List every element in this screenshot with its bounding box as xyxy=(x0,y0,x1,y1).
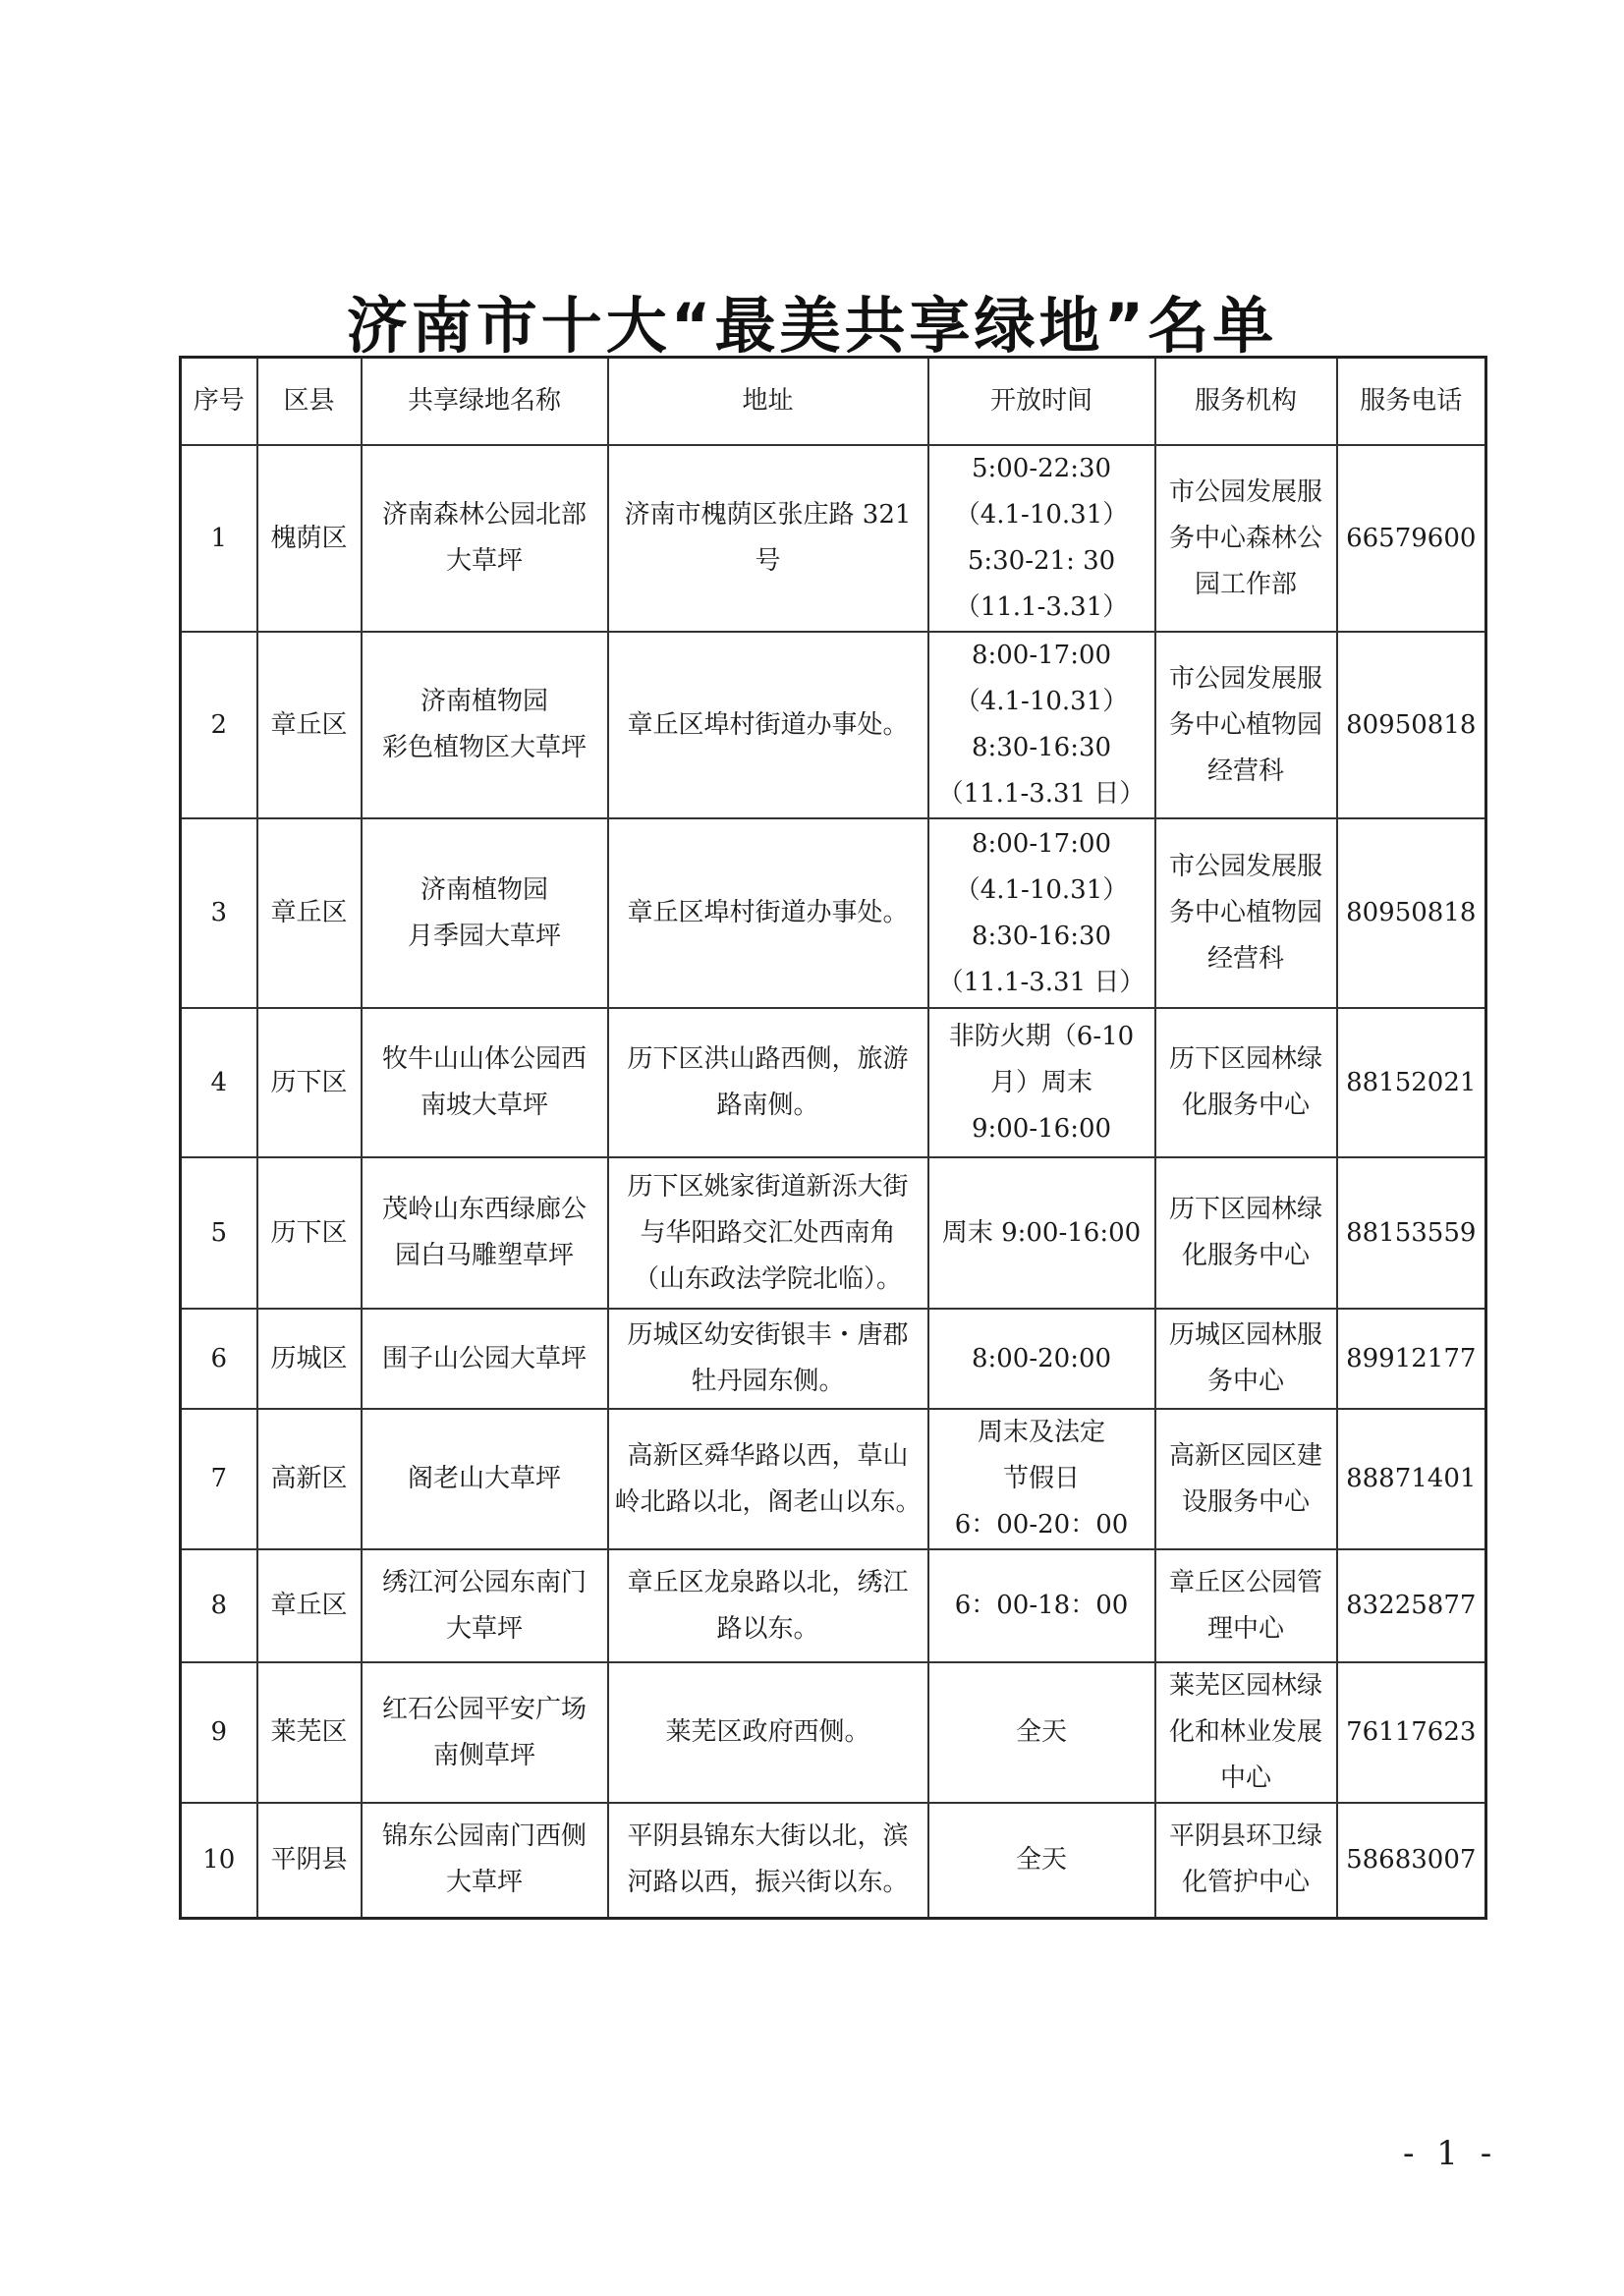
page-number: - 1 - xyxy=(1403,2134,1498,2173)
cell-hours-line: 9:00-16:00 xyxy=(971,1113,1112,1144)
cell-agency xyxy=(1155,1662,1337,1803)
cell-address xyxy=(608,632,928,818)
cell-hours-line: 8:30-16:30 xyxy=(971,921,1112,951)
cell-agency xyxy=(1155,818,1337,1008)
cell-district: 历城区 xyxy=(257,1309,362,1409)
table-row xyxy=(181,1409,1486,1549)
cell-name-line: 彩色植物区大草坪 xyxy=(381,733,587,762)
cell-agency-line: 化服务中心 xyxy=(1181,1091,1310,1120)
cell-address-line: 济南市槐荫区张庄路 321 xyxy=(624,500,912,530)
cell-hours xyxy=(928,1008,1155,1157)
cell-phone: 88871401 xyxy=(1337,1409,1486,1549)
cell-address-line: 历城区幼安街银丰・唐郡 xyxy=(627,1320,909,1350)
page-title: 济南市十大“最美共享绿地”名单 xyxy=(346,290,1278,362)
cell-name-line: 围子山公园大草坪 xyxy=(381,1343,587,1373)
cell-address xyxy=(608,1803,928,1918)
cell-district: 平阴县 xyxy=(257,1803,362,1918)
cell-seq: 4 xyxy=(181,1008,257,1157)
table-body xyxy=(181,445,1486,1918)
cell-hours-line: 6：00-18：00 xyxy=(954,1591,1129,1620)
cell-hours xyxy=(928,818,1155,1008)
cell-agency-line: 化服务中心 xyxy=(1181,1241,1310,1270)
header-name: 共享绿地名称 xyxy=(362,358,608,446)
cell-address-line: 章丘区埠村街道办事处。 xyxy=(627,709,909,740)
cell-agency-line: 务中心植物园 xyxy=(1168,709,1322,740)
cell-address xyxy=(608,1662,928,1803)
cell-address-line: 号 xyxy=(755,546,781,576)
cell-district: 历下区 xyxy=(257,1008,362,1157)
header-phone: 服务电话 xyxy=(1337,358,1486,446)
cell-name xyxy=(362,632,608,818)
cell-name xyxy=(362,1803,608,1918)
cell-address xyxy=(608,445,928,632)
cell-hours xyxy=(928,445,1155,632)
cell-address-line: 岭北路以北，阁老山以东。 xyxy=(614,1486,922,1517)
cell-agency-line: 设服务中心 xyxy=(1181,1486,1310,1517)
cell-agency-line: 章丘区公园管 xyxy=(1168,1567,1322,1597)
cell-address-line: 历下区姚家街道新泺大街 xyxy=(627,1171,909,1202)
table-row xyxy=(181,1008,1486,1157)
cell-name-line: 济南森林公园北部 xyxy=(381,500,587,530)
cell-phone: 58683007 xyxy=(1337,1803,1486,1918)
cell-agency-line: 务中心 xyxy=(1206,1367,1284,1396)
cell-hours-line: 8:00-20:00 xyxy=(971,1343,1112,1373)
cell-address xyxy=(608,1409,928,1549)
cell-name-line: 阁老山大草坪 xyxy=(407,1464,561,1493)
cell-agency-line: 历城区园林服 xyxy=(1168,1320,1322,1350)
cell-phone: 88152021 xyxy=(1337,1008,1486,1157)
cell-address-line: 路以东。 xyxy=(716,1613,819,1644)
table-row xyxy=(181,1157,1486,1309)
cell-seq: 7 xyxy=(181,1409,257,1549)
cell-hours-line: 5:00-22:30 xyxy=(971,454,1112,483)
header-district: 区县 xyxy=(257,358,362,446)
cell-name-line: 锦东公园南门西侧 xyxy=(381,1821,587,1852)
cell-phone: 88153559 xyxy=(1337,1157,1486,1309)
cell-agency-line: 经营科 xyxy=(1206,944,1284,974)
table-row xyxy=(181,445,1486,632)
cell-agency xyxy=(1155,1008,1337,1157)
header-seq: 序号 xyxy=(181,358,257,446)
cell-seq: 6 xyxy=(181,1309,257,1409)
table-row xyxy=(181,632,1486,818)
cell-phone: 80950818 xyxy=(1337,632,1486,818)
cell-name-line: 牧牛山山体公园西 xyxy=(381,1044,587,1074)
cell-agency xyxy=(1155,1803,1337,1918)
cell-seq: 3 xyxy=(181,818,257,1008)
cell-address-line: 平阴县锦东大街以北，滨 xyxy=(627,1821,909,1852)
cell-agency xyxy=(1155,632,1337,818)
cell-agency-line: 经营科 xyxy=(1206,756,1284,786)
cell-hours xyxy=(928,1662,1155,1803)
cell-agency-line: 园工作部 xyxy=(1194,569,1297,599)
header-address: 地址 xyxy=(608,358,928,446)
cell-name xyxy=(362,818,608,1008)
cell-name-line: 绣江河公园东南门 xyxy=(381,1567,587,1597)
cell-address-line: 河路以西，振兴街以东。 xyxy=(627,1868,909,1898)
cell-phone: 89912177 xyxy=(1337,1309,1486,1409)
cell-seq: 8 xyxy=(181,1549,257,1662)
cell-hours xyxy=(928,1409,1155,1549)
cell-name-line: 月季园大草坪 xyxy=(407,921,561,951)
cell-phone: 83225877 xyxy=(1337,1549,1486,1662)
cell-agency-line: 市公园发展服 xyxy=(1168,476,1322,507)
cell-hours xyxy=(928,1549,1155,1662)
table-header-row xyxy=(181,358,1486,446)
cell-agency-line: 历下区园林绿 xyxy=(1168,1044,1322,1074)
cell-hours-line: 全天 xyxy=(1015,1717,1067,1747)
cell-address-line: 莱芜区政府西侧。 xyxy=(665,1717,870,1747)
cell-hours-line: 周末 9:00-16:00 xyxy=(941,1217,1142,1248)
cell-address-line: 高新区舜华路以西，草山 xyxy=(627,1440,909,1471)
cell-hours xyxy=(928,1309,1155,1409)
cell-seq: 5 xyxy=(181,1157,257,1309)
cell-phone: 66579600 xyxy=(1337,445,1486,632)
cell-hours-line: 8:00-17:00 xyxy=(971,641,1112,670)
cell-address-line: 章丘区埠村街道办事处。 xyxy=(627,898,909,927)
cell-agency-line: 中心 xyxy=(1219,1764,1271,1793)
cell-agency xyxy=(1155,445,1337,632)
cell-name-line: 济南植物园 xyxy=(420,687,548,716)
cell-hours-line: 全天 xyxy=(1015,1844,1067,1875)
cell-name-line: 南侧草坪 xyxy=(432,1740,535,1770)
cell-hours-line: 月）周末 xyxy=(989,1067,1092,1097)
cell-name xyxy=(362,1157,608,1309)
cell-name-line: 济南植物园 xyxy=(420,874,548,905)
cell-address-line: （山东政法学院北临）。 xyxy=(633,1263,902,1294)
cell-hours-line: 8:30-16:30 xyxy=(971,733,1112,762)
cell-agency xyxy=(1155,1549,1337,1662)
cell-hours xyxy=(928,1157,1155,1309)
cell-name-line: 大草坪 xyxy=(445,546,523,576)
cell-address-line: 章丘区龙泉路以北，绣江 xyxy=(627,1567,909,1597)
cell-hours-line: 8:00-17:00 xyxy=(971,828,1112,859)
cell-agency-line: 务中心森林公 xyxy=(1168,523,1322,553)
cell-name-line: 园白马雕塑草坪 xyxy=(394,1241,574,1270)
cell-name xyxy=(362,1549,608,1662)
cell-phone: 76117623 xyxy=(1337,1662,1486,1803)
cell-district: 历下区 xyxy=(257,1157,362,1309)
cell-address xyxy=(608,1008,928,1157)
cell-seq: 2 xyxy=(181,632,257,818)
cell-agency-line: 务中心植物园 xyxy=(1168,898,1322,927)
cell-address xyxy=(608,1309,928,1409)
cell-hours-line: （11.1-3.31） xyxy=(954,592,1129,622)
cell-hours-line: 周末及法定 xyxy=(977,1418,1105,1447)
cell-hours-line: （11.1-3.31 日） xyxy=(937,967,1146,997)
cell-district: 槐荫区 xyxy=(257,445,362,632)
cell-district: 章丘区 xyxy=(257,818,362,1008)
cell-hours-line: 非防火期（6-10 xyxy=(948,1021,1135,1051)
table-row xyxy=(181,1662,1486,1803)
cell-agency xyxy=(1155,1157,1337,1309)
cell-name xyxy=(362,445,608,632)
cell-seq: 9 xyxy=(181,1662,257,1803)
cell-agency-line: 市公园发展服 xyxy=(1168,663,1322,694)
cell-name xyxy=(362,1662,608,1803)
cell-agency-line: 平阴县环卫绿 xyxy=(1168,1821,1322,1852)
table-row xyxy=(181,1803,1486,1918)
cell-agency-line: 化管护中心 xyxy=(1181,1868,1310,1898)
header-agency: 服务机构 xyxy=(1155,358,1337,446)
table-row xyxy=(181,818,1486,1008)
cell-district: 章丘区 xyxy=(257,1549,362,1662)
cell-hours-line: （4.1-10.31） xyxy=(954,687,1129,716)
cell-address-line: 路南侧。 xyxy=(716,1091,819,1120)
cell-agency xyxy=(1155,1409,1337,1549)
cell-name xyxy=(362,1409,608,1549)
cell-hours xyxy=(928,1803,1155,1918)
cell-address-line: 牡丹园东侧。 xyxy=(691,1367,845,1396)
green-space-table xyxy=(179,356,1487,1920)
table-row xyxy=(181,1549,1486,1662)
header-hours: 开放时间 xyxy=(928,358,1155,446)
cell-address xyxy=(608,1549,928,1662)
cell-name xyxy=(362,1008,608,1157)
cell-hours-line: （4.1-10.31） xyxy=(954,500,1129,530)
cell-district: 高新区 xyxy=(257,1409,362,1549)
cell-name xyxy=(362,1309,608,1409)
cell-seq: 1 xyxy=(181,445,257,632)
cell-agency-line: 莱芜区园林绿 xyxy=(1168,1671,1322,1701)
cell-agency-line: 历下区园林绿 xyxy=(1168,1195,1322,1224)
cell-seq: 10 xyxy=(181,1803,257,1918)
cell-phone: 80950818 xyxy=(1337,818,1486,1008)
cell-name-line: 大草坪 xyxy=(445,1868,523,1898)
cell-address xyxy=(608,818,928,1008)
cell-district: 章丘区 xyxy=(257,632,362,818)
cell-hours-line: 6：00-20：00 xyxy=(954,1510,1129,1540)
cell-name-line: 红石公园平安广场 xyxy=(381,1694,587,1724)
cell-address xyxy=(608,1157,928,1309)
cell-hours-line: （11.1-3.31 日） xyxy=(937,779,1146,809)
cell-agency xyxy=(1155,1309,1337,1409)
cell-name-line: 南坡大草坪 xyxy=(420,1091,548,1120)
cell-agency-line: 市公园发展服 xyxy=(1168,852,1322,881)
cell-name-line: 茂岭山东西绿廊公 xyxy=(381,1195,587,1224)
cell-name-line: 大草坪 xyxy=(445,1613,523,1644)
cell-agency-line: 理中心 xyxy=(1206,1613,1284,1644)
table-row xyxy=(181,1309,1486,1409)
cell-hours-line: 5:30-21: 30 xyxy=(967,546,1116,576)
cell-hours-line: 节假日 xyxy=(1002,1464,1080,1493)
cell-address-line: 历下区洪山路西侧，旅游 xyxy=(627,1044,909,1074)
cell-agency-line: 高新区园区建 xyxy=(1168,1440,1322,1471)
cell-hours xyxy=(928,632,1155,818)
cell-district: 莱芜区 xyxy=(257,1662,362,1803)
cell-hours-line: （4.1-10.31） xyxy=(954,874,1129,905)
cell-address-line: 与华阳路交汇处西南角 xyxy=(640,1217,896,1248)
cell-agency-line: 化和林业发展 xyxy=(1168,1717,1322,1747)
